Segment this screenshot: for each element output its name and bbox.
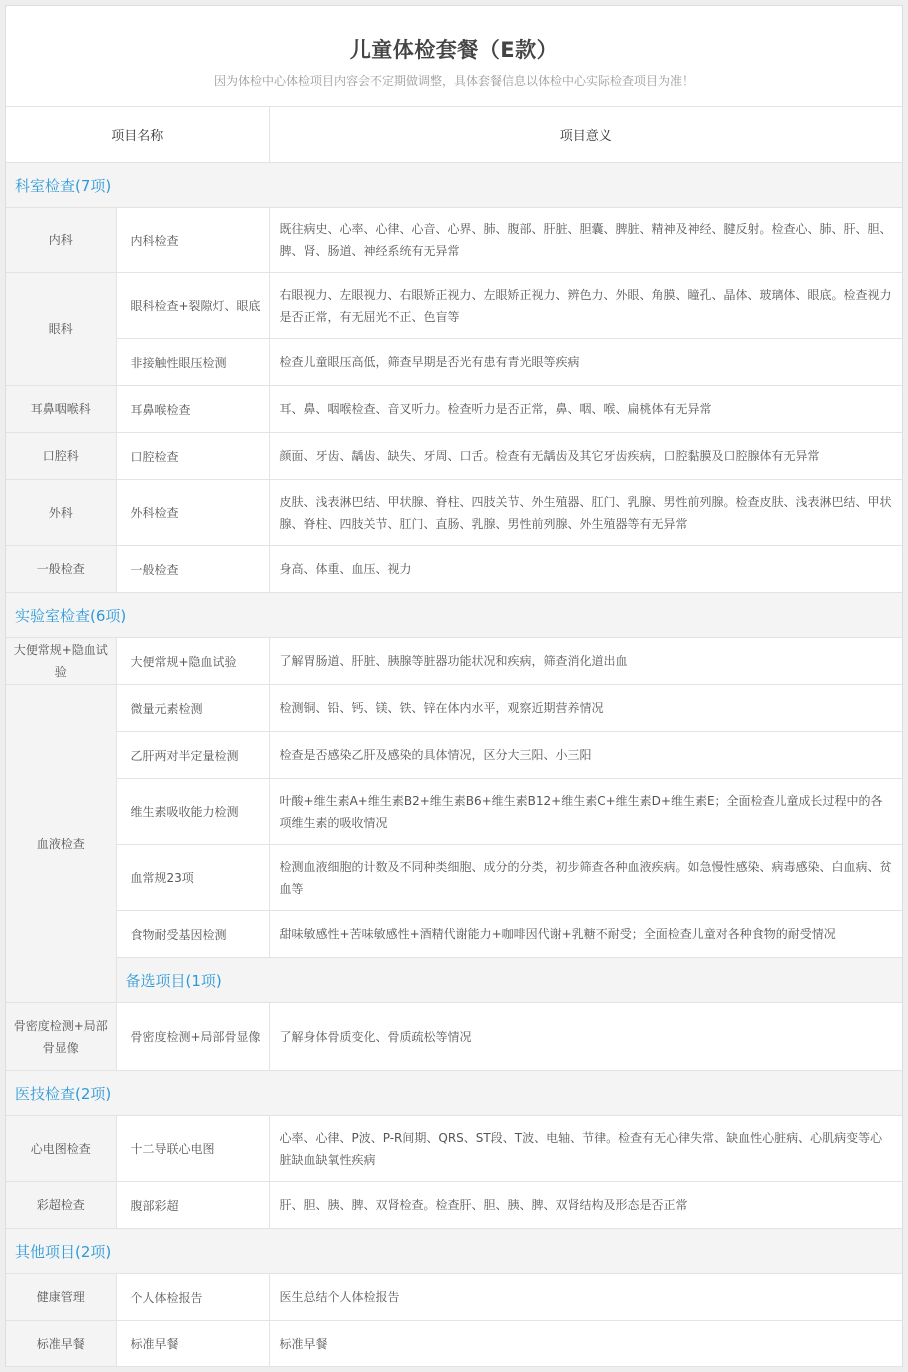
item-cell: 十二导联心电图 bbox=[116, 1116, 269, 1182]
meaning-cell: 耳、鼻、咽喉检查、音叉听力。检查听力是否正常，鼻、咽、喉、扁桃体有无异常 bbox=[269, 386, 902, 433]
meaning-cell: 检测铜、铅、钙、镁、铁、锌在体内水平，观察近期营养情况 bbox=[269, 685, 902, 732]
item-cell: 血常规23项 bbox=[116, 845, 269, 911]
meaning-cell: 甜味敏感性+苦味敏感性+酒精代谢能力+咖啡因代谢+乳糖不耐受；全面检查儿童对各种食物的耐受情况 bbox=[269, 911, 902, 958]
item-cell: 耳鼻喉检查 bbox=[116, 386, 269, 433]
item-cell: 维生素吸收能力检测 bbox=[116, 779, 269, 845]
category-cell: 血液检查 bbox=[6, 685, 116, 1003]
category-cell: 骨密度检测+局部骨显像 bbox=[6, 1003, 116, 1071]
table-row bbox=[6, 1274, 902, 1321]
category-cell: 健康管理 bbox=[6, 1274, 116, 1321]
table-row bbox=[6, 1321, 902, 1367]
meaning-cell: 右眼视力、左眼视力、右眼矫正视力、左眼矫正视力、辨色力、外眼、角膜、瞳孔、晶体、玻璃体、眼底。检查视力是否正常，有无屈光不正、色盲等 bbox=[269, 273, 902, 339]
item-cell: 微量元素检测 bbox=[116, 685, 269, 732]
item-cell: 大便常规+隐血试验 bbox=[116, 638, 269, 685]
table-row bbox=[6, 273, 902, 339]
item-cell: 眼科检查+裂隙灯、眼底 bbox=[116, 273, 269, 339]
table-row bbox=[6, 845, 902, 911]
category-cell: 口腔科 bbox=[6, 433, 116, 480]
category-cell: 一般检查 bbox=[6, 546, 116, 593]
meaning-cell: 心率、心律、P波、P-R间期、QRS、ST段、T波、电轴、节律。检查有无心律失常、缺血性心脏病、心肌病变等心脏缺血缺氧性疾病 bbox=[269, 1116, 902, 1182]
meaning-cell: 叶酸+维生素A+维生素B2+维生素B6+维生素B12+维生素C+维生素D+维生素E；全面检查儿童成长过程中的各项维生素的吸收情况 bbox=[269, 779, 902, 845]
meaning-cell: 皮肤、浅表淋巴结、甲状腺、脊柱、四肢关节、外生殖器、肛门、乳腺、男性前列腺。检查皮肤、浅表淋巴结、甲状腺、脊柱、四肢关节、肛门、直肠、乳腺、男性前列腺、外生殖器等有无异常 bbox=[269, 480, 902, 546]
item-cell: 内科检查 bbox=[116, 208, 269, 273]
meaning-cell: 既往病史、心率、心律、心音、心界、肺、腹部、肝脏、胆囊、脾脏、精神及神经、腱反射。检查心、肺、肝、胆、脾、肾、肠道、神经系统有无异常 bbox=[269, 208, 902, 273]
table-row bbox=[6, 911, 902, 958]
page-notice: 因为体检中心体检项目内容会不定期做调整，具体套餐信息以体检中心实际检查项目为准！ bbox=[213, 74, 694, 88]
item-cell: 口腔检查 bbox=[116, 433, 269, 480]
item-cell: 非接触性眼压检测 bbox=[116, 339, 269, 386]
category-cell: 大便常规+隐血试验 bbox=[6, 638, 116, 685]
item-cell: 外科检查 bbox=[116, 480, 269, 546]
package-card bbox=[5, 5, 903, 1367]
item-cell: 食物耐受基因检测 bbox=[116, 911, 269, 958]
column-header-name: 项目名称 bbox=[6, 107, 269, 163]
table-row bbox=[6, 208, 902, 273]
column-header-meaning: 项目意义 bbox=[269, 107, 902, 163]
table-header-row bbox=[6, 107, 902, 163]
section-title: 实验室检查(6项) bbox=[6, 593, 902, 638]
category-cell: 标准早餐 bbox=[6, 1321, 116, 1367]
item-cell: 骨密度检测+局部骨显像 bbox=[116, 1003, 269, 1071]
category-cell: 内科 bbox=[6, 208, 116, 273]
item-cell: 腹部彩超 bbox=[116, 1182, 269, 1229]
table-row bbox=[6, 779, 902, 845]
table-row bbox=[6, 480, 902, 546]
section-header bbox=[6, 163, 902, 208]
meaning-cell: 标准早餐 bbox=[269, 1321, 902, 1367]
item-cell: 标准早餐 bbox=[116, 1321, 269, 1367]
page-title: 儿童体检套餐（E款） bbox=[349, 38, 559, 62]
section-title: 备选项目(1项) bbox=[116, 958, 902, 1003]
item-cell: 乙肝两对半定量检测 bbox=[116, 732, 269, 779]
section-title: 其他项目(2项) bbox=[6, 1229, 902, 1274]
meaning-cell: 身高、体重、血压、视力 bbox=[269, 546, 902, 593]
page-header bbox=[6, 6, 902, 107]
table-row bbox=[6, 433, 902, 480]
meaning-cell: 了解身体骨质变化、骨质疏松等情况 bbox=[269, 1003, 902, 1071]
meaning-cell: 检测血液细胞的计数及不同种类细胞、成分的分类，初步筛查各种血液疾病。如急慢性感染、病毒感染、白血病、贫血等 bbox=[269, 845, 902, 911]
category-cell: 外科 bbox=[6, 480, 116, 546]
table-row bbox=[6, 685, 902, 732]
meaning-cell: 医生总结个人体检报告 bbox=[269, 1274, 902, 1321]
table-row bbox=[6, 1003, 902, 1071]
meaning-cell: 检查儿童眼压高低，筛查早期是否光有患有青光眼等疾病 bbox=[269, 339, 902, 386]
section-title: 科室检查(7项) bbox=[6, 163, 902, 208]
item-cell: 一般检查 bbox=[116, 546, 269, 593]
table-row bbox=[6, 1182, 902, 1229]
meaning-cell: 颜面、牙齿、龋齿、缺失、牙周、口舌。检查有无龋齿及其它牙齿疾病，口腔黏膜及口腔腺体有无异常 bbox=[269, 433, 902, 480]
section-title: 医技检查(2项) bbox=[6, 1071, 902, 1116]
section-header bbox=[6, 1229, 902, 1274]
table-row bbox=[6, 339, 902, 386]
table-row bbox=[6, 1116, 902, 1182]
item-cell: 个人体检报告 bbox=[116, 1274, 269, 1321]
category-cell: 彩超检查 bbox=[6, 1182, 116, 1229]
table-row bbox=[6, 386, 902, 433]
table-row bbox=[6, 638, 902, 685]
section-header bbox=[6, 958, 902, 1003]
table-row bbox=[6, 546, 902, 593]
meaning-cell: 了解胃肠道、肝脏、胰腺等脏器功能状况和疾病，筛查消化道出血 bbox=[269, 638, 902, 685]
category-cell: 心电图检查 bbox=[6, 1116, 116, 1182]
exam-items-table bbox=[6, 107, 902, 1367]
meaning-cell: 检查是否感染乙肝及感染的具体情况，区分大三阳、小三阳 bbox=[269, 732, 902, 779]
section-header bbox=[6, 1071, 902, 1116]
section-header bbox=[6, 593, 902, 638]
table-row bbox=[6, 732, 902, 779]
meaning-cell: 肝、胆、胰、脾、双肾检查。检查肝、胆、胰、脾、双肾结构及形态是否正常 bbox=[269, 1182, 902, 1229]
category-cell: 眼科 bbox=[6, 273, 116, 386]
category-cell: 耳鼻咽喉科 bbox=[6, 386, 116, 433]
